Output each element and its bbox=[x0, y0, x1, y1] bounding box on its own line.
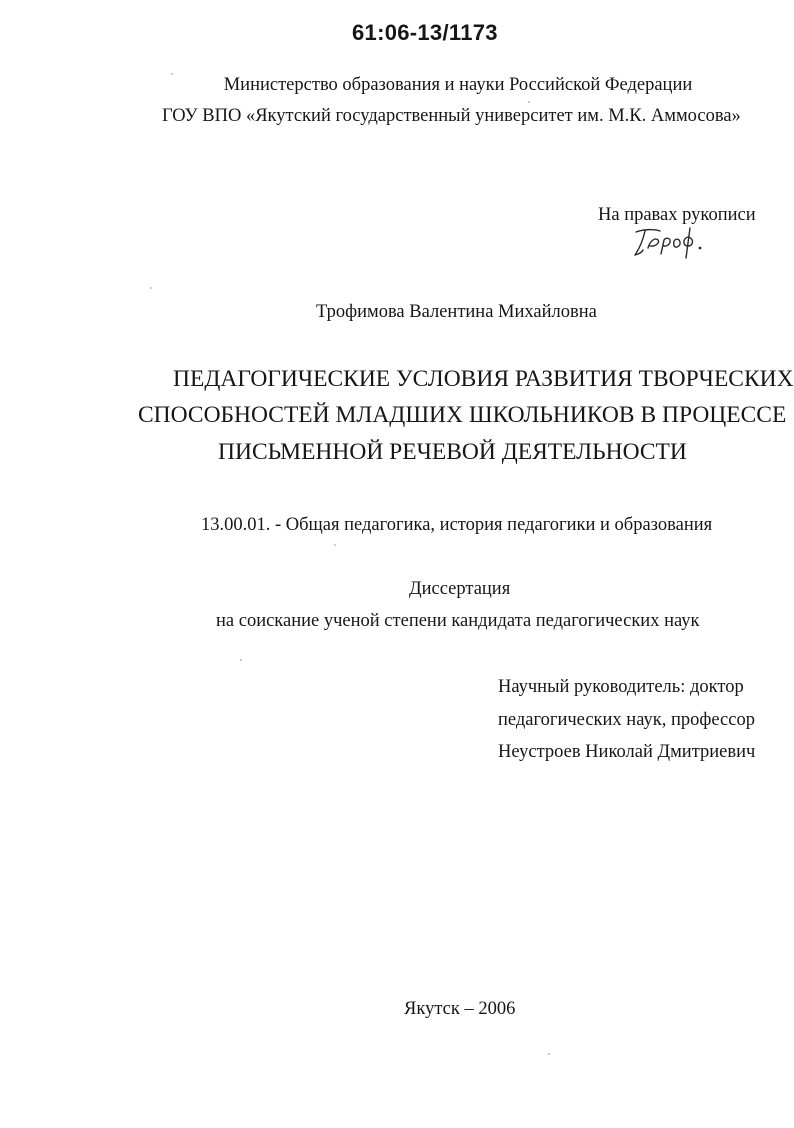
supervisor-line-3: Неустроев Николай Дмитриевич bbox=[498, 742, 756, 762]
archive-code: 61:06-13/1173 bbox=[352, 20, 498, 45]
scan-speck bbox=[150, 287, 152, 289]
university-name: ГОУ ВПО «Якутский государственный университет им. М.К. Аммосова» bbox=[162, 106, 741, 126]
specialty-code: 13.00.01. - Общая педагогика, история педагогики и образования bbox=[201, 515, 713, 535]
scan-speck bbox=[171, 73, 173, 75]
dissertation-label: Диссертация bbox=[409, 579, 511, 599]
scan-speck bbox=[240, 659, 242, 661]
scan-speck bbox=[334, 544, 336, 546]
dissertation-title-line-2: СПОСОБНОСТЕЙ МЛАДШИХ ШКОЛЬНИКОВ В ПРОЦЕССЕ bbox=[138, 402, 787, 428]
ministry-name: Министерство образования и науки Российской Федерации bbox=[223, 75, 693, 95]
dissertation-title-line-3: ПИСЬМЕННОЙ РЕЧЕВОЙ ДЕЯТЕЛЬНОСТИ bbox=[218, 439, 687, 465]
scan-speck bbox=[548, 1053, 550, 1055]
place-and-year: Якутск – 2006 bbox=[404, 999, 516, 1019]
supervisor-line-1: Научный руководитель: доктор bbox=[498, 677, 744, 697]
dissertation-title-line-1: ПЕДАГОГИЧЕСКИЕ УСЛОВИЯ РАЗВИТИЯ ТВОРЧЕСКИХ bbox=[173, 366, 794, 392]
handwritten-signature bbox=[630, 224, 710, 260]
degree-description: на соискание ученой степени кандидата педагогических наук bbox=[216, 611, 700, 631]
manuscript-rights-note: На правах рукописи bbox=[598, 205, 756, 225]
author-name: Трофимова Валентина Михайловна bbox=[316, 302, 597, 322]
supervisor-line-2: педагогических наук, профессор bbox=[498, 710, 755, 730]
scan-speck bbox=[528, 101, 530, 103]
